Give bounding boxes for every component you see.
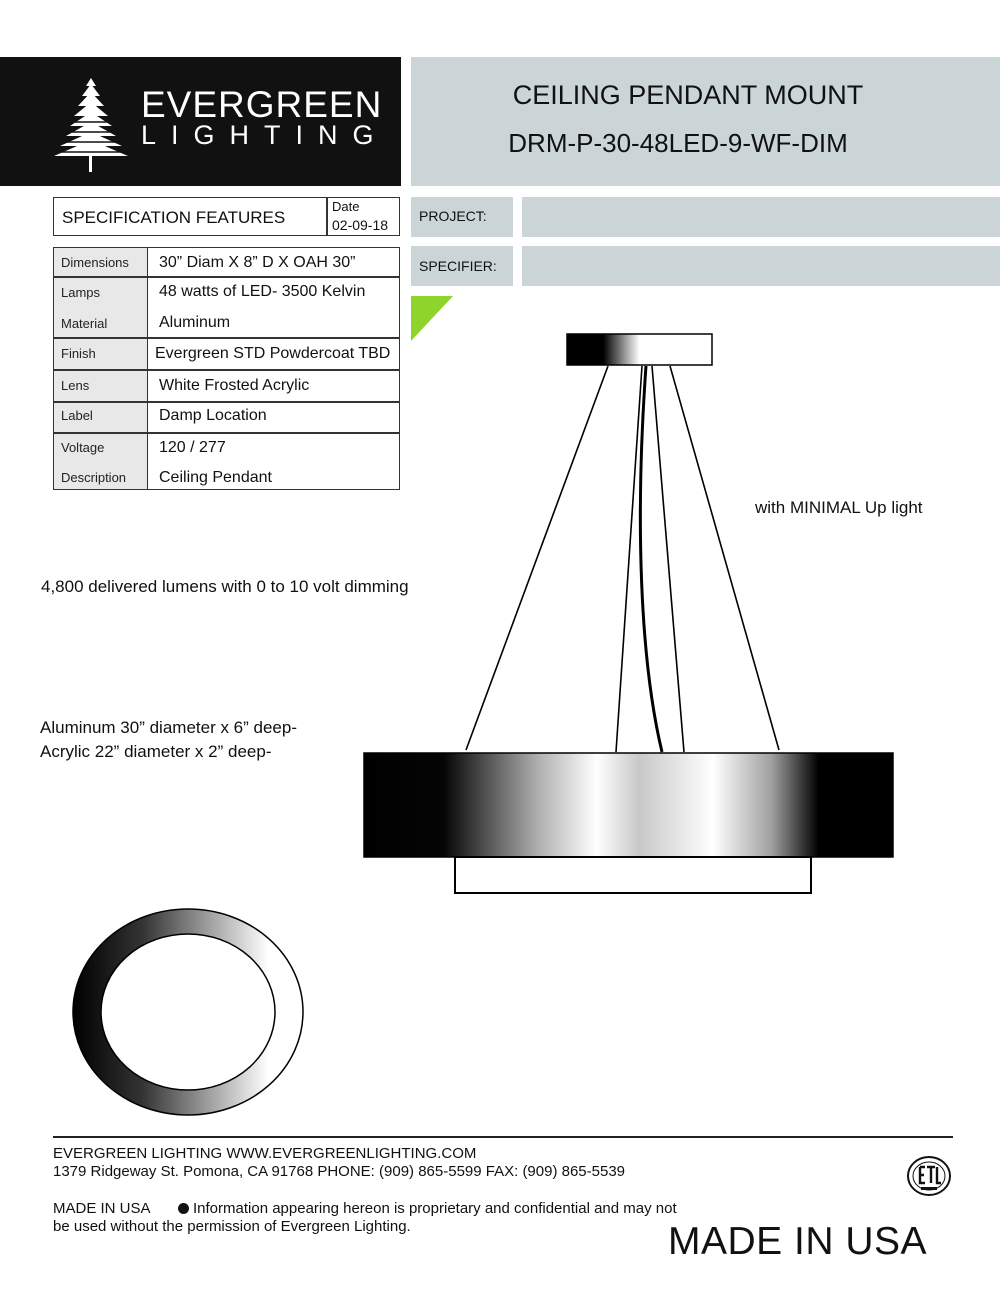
power-cord (640, 366, 662, 752)
suspension-cables (466, 366, 779, 752)
disclaimer-line-2: be used without the permission of Evergreen Lighting. (53, 1218, 411, 1235)
canopy (567, 334, 712, 365)
spec-value-description: Ceiling Pendant (159, 469, 272, 486)
lumens-note: 4,800 delivered lumens with 0 to 10 volt dimming (41, 577, 409, 596)
brand-subname: LIGHTING (141, 120, 389, 150)
spec-label-label: Label (61, 408, 93, 423)
made-in-usa-large: MADE IN USA (668, 1220, 928, 1263)
bullet-icon (178, 1203, 189, 1214)
spec-label-description: Description (61, 470, 127, 485)
acrylic-note: Acrylic 22” diameter x 2” deep- (40, 742, 272, 761)
date-value: 02-09-18 (332, 217, 389, 233)
specifier-label: SPECIFIER: (419, 258, 497, 274)
fixture-body (364, 753, 893, 857)
disclaimer-line-1: Information appearing hereon is proprietary and confidential and may not (193, 1200, 677, 1217)
model-number: DRM-P-30-48LED-9-WF-DIM (508, 128, 848, 158)
spec-value-finish: Evergreen STD Powdercoat TBD (155, 345, 391, 362)
date-label: Date (332, 199, 360, 214)
spec-label-lens: Lens (61, 378, 90, 393)
spec-value-lamps: 48 watts of LED- 3500 Kelvin (159, 283, 366, 300)
spec-label-voltage: Voltage (61, 440, 105, 455)
brand-name: EVERGREEN (141, 84, 383, 125)
spec-label-material: Material (61, 316, 108, 331)
spec-value-voltage: 120 / 277 (159, 439, 226, 456)
spec-label-finish: Finish (61, 346, 96, 361)
etl-listed-mark-icon (906, 1155, 952, 1197)
spec-label-dimensions: Dimensions (61, 255, 129, 270)
acrylic-lens (455, 857, 811, 893)
document-title: CEILING PENDANT MOUNT (512, 80, 864, 110)
aluminum-note: Aluminum 30” diameter x 6” deep- (40, 718, 298, 737)
uplight-note: with MINIMAL Up light (755, 498, 923, 517)
ring-bottom-view (73, 909, 303, 1115)
spec-value-material: Aluminum (159, 314, 231, 331)
footer-company-line: EVERGREEN LIGHTING WWW.EVERGREENLIGHTING.COM (53, 1145, 477, 1162)
spec-label-lamps: Lamps (61, 285, 101, 300)
footer-address-line: 1379 Ridgeway St. Pomona, CA 91768 PHONE: (909) 865-5599 FAX: (909) 865-5539 (53, 1163, 626, 1180)
spec-header-label: SPECIFICATION FEATURES (62, 208, 286, 227)
spec-value-label: Damp Location (159, 407, 267, 424)
made-in-usa-small: MADE IN USA (53, 1200, 151, 1217)
spec-value-lens: White Frosted Acrylic (159, 377, 310, 394)
spec-value-dimensions: 30” Diam X 8” D X OAH 30” (159, 254, 356, 271)
project-label: PROJECT: (419, 208, 487, 224)
footer-rule (53, 1136, 953, 1138)
